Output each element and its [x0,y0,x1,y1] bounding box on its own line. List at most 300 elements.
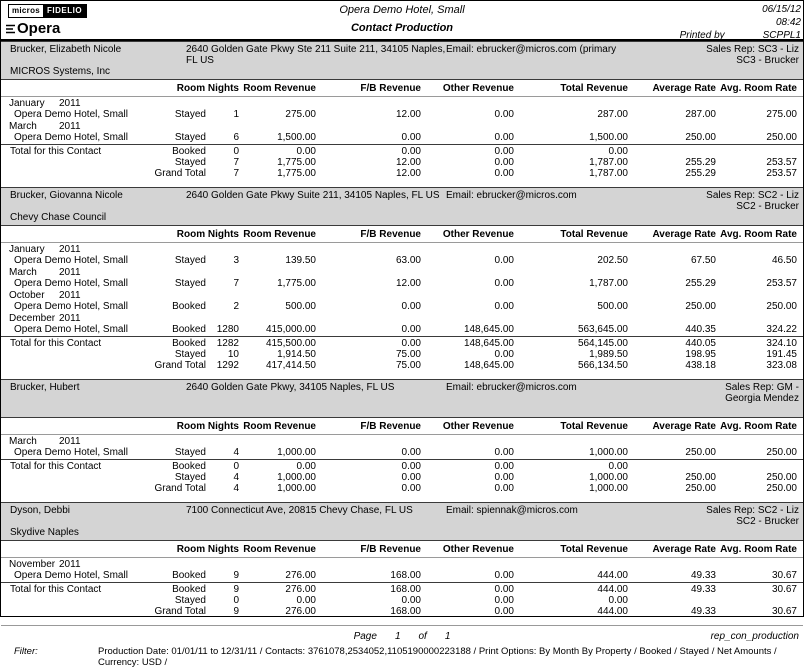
avg-room-rate-value: 250.00 [766,472,797,483]
printed-by-row [680,29,801,42]
total-revenue-value: 0.00 [608,461,628,472]
room-revenue-value: 1,000.00 [277,472,316,483]
avg-room-rate-value: 323.08 [766,360,797,371]
total-row-label: Total for this Contact [10,461,102,472]
avg-room-rate-value: 253.57 [766,278,797,289]
totals-status-label: Stayed [174,472,206,483]
avg-room-rate-value: 324.10 [766,338,797,349]
column-header-fb-revenue: F/B Revenue [360,229,421,240]
column-header-row [1,418,803,435]
column-header-other-revenue: Other Revenue [442,83,514,94]
total-revenue-value: 444.00 [597,606,628,617]
room-revenue-value: 276.00 [285,570,316,581]
status-label: Stayed [174,278,206,289]
fb-revenue-value: 0.00 [401,146,421,157]
month-row [1,435,803,447]
total-row-label: Total for this Contact [10,338,102,349]
report-body [1,41,803,625]
column-header-fb-revenue: F/B Revenue [360,421,421,432]
month-row [1,120,803,132]
filter-label: Filter: [14,646,38,657]
avg-room-rate-value [716,146,801,157]
month-row [1,97,803,109]
totals-status-label: Grand Total [154,360,206,371]
status-label: Stayed [174,132,206,143]
fb-revenue-value: 0.00 [401,324,421,335]
contact-section [1,41,803,182]
contact-company: Skydive Naples [10,527,79,538]
room-nights-value: 4 [233,472,239,483]
column-header-row [1,541,803,558]
contact-sales-rep: Sales Rep: SC2 - Liz SC2 - Brucker [706,505,799,527]
other-revenue-value: 148,645.00 [463,338,514,349]
year-label: 2011 [59,313,81,324]
fb-revenue-value: 0.00 [401,595,421,606]
average-rate-value: 440.05 [685,338,716,349]
opera-swoosh-icon [6,23,16,35]
total-row-label [1,472,148,483]
total-revenue-value: 1,787.00 [589,157,628,168]
year-label: 2011 [59,98,81,109]
total-revenue-value: 0.00 [608,146,628,157]
avg-room-rate-value: 191.45 [766,349,797,360]
contact-company: Chevy Chase Council [10,212,107,223]
room-nights-value: 0 [233,595,239,606]
contact-header-band [1,41,803,80]
total-revenue-value: 1,000.00 [589,447,628,458]
contact-company: MICROS Systems, Inc [10,66,111,77]
total-row-label [1,483,148,494]
column-header-avg-room-rate: Avg. Room Rate [720,83,797,94]
column-header-spacer [1,421,148,432]
property-row [1,324,803,335]
room-revenue-value: 1,775.00 [277,157,316,168]
contact-header-row [1,503,803,527]
fb-revenue-value: 0.00 [401,132,421,143]
average-rate-value: 67.50 [690,255,716,266]
other-revenue-value: 0.00 [494,349,514,360]
page-number: 1 [394,631,401,642]
contact-address: 7100 Connecticut Ave, 20815 Chevy Chase, FL US [186,505,413,516]
status-label: Stayed [174,255,206,266]
month-label: January [9,98,45,109]
other-revenue-value: 0.00 [494,461,514,472]
totals-row [1,157,803,168]
column-header-average-rate: Average Rate [652,83,716,94]
contact-header-row [1,188,803,212]
fb-revenue-value: 12.00 [395,168,421,179]
other-revenue-value: 0.00 [494,146,514,157]
total-row-label [1,168,148,179]
average-rate-value: 250.00 [685,301,716,312]
totals-status-label: Stayed [174,595,206,606]
status-label: Stayed [174,109,206,120]
fb-revenue-value: 12.00 [395,278,421,289]
opera-logo [6,20,60,37]
column-header-average-rate: Average Rate [652,229,716,240]
totals-row [1,146,803,157]
column-header-other-revenue: Other Revenue [442,544,514,555]
report-footer [1,625,803,670]
contact-email: Email: ebrucker@micros.com [446,382,577,393]
month-row [1,289,803,301]
month-label: October [9,290,45,301]
fb-revenue-value: 0.00 [401,483,421,494]
average-rate-value: 198.95 [685,349,716,360]
total-row-label [1,606,148,617]
other-revenue-value: 0.00 [494,483,514,494]
contact-name: Brucker, Giovanna Nicole [10,190,123,201]
property-name: Opera Demo Hotel, Small [14,301,128,312]
month-row [1,558,803,570]
report-title-block [161,4,643,34]
fb-revenue-value: 0.00 [401,472,421,483]
room-nights-value: 6 [233,132,239,143]
property-row [1,301,803,312]
average-rate-value: 49.33 [690,570,716,581]
column-header-spacer [1,83,148,94]
footer-filter-line [1,643,803,668]
other-revenue-value: 0.00 [494,255,514,266]
avg-room-rate-value [716,595,801,606]
year-label: 2011 [59,267,81,278]
totals-status-label: Stayed [174,157,206,168]
column-header-room-revenue: Room Revenue [243,229,316,240]
totals-status-label: Stayed [174,349,206,360]
room-nights-value: 9 [233,584,239,595]
total-row-label [1,595,148,606]
property-row [1,570,803,581]
total-revenue-value: 0.00 [608,595,628,606]
room-revenue-value: 0.00 [296,146,316,157]
month-row [1,266,803,278]
column-header-total-revenue: Total Revenue [560,229,628,240]
property-name: Opera Demo Hotel, Small [14,278,128,289]
totals-status-label: Booked [172,461,206,472]
status-label: Booked [172,570,206,581]
total-revenue-value: 1,000.00 [589,472,628,483]
average-rate-value: 250.00 [685,483,716,494]
total-revenue-value: 566,134.50 [577,360,628,371]
other-revenue-value: 0.00 [494,595,514,606]
total-revenue-value: 202.50 [597,255,628,266]
room-nights-value: 7 [233,157,239,168]
month-label: March [9,436,37,447]
contact-sales-rep: Sales Rep: SC3 - Liz SC3 - Brucker [706,44,799,66]
printed-by-value: SCPPL1 [762,30,801,41]
contact-totals [1,583,803,620]
property-name: Opera Demo Hotel, Small [14,447,128,458]
total-revenue-value: 564,145.00 [577,338,628,349]
total-revenue-value: 563,645.00 [577,324,628,335]
totals-status-label: Grand Total [154,168,206,179]
totals-status-label: Grand Total [154,606,206,617]
column-header-room-nights: Room Nights [176,421,239,432]
total-revenue-value: 1,787.00 [589,168,628,179]
fb-revenue-value: 75.00 [395,360,421,371]
column-header-room-nights: Room Nights [176,544,239,555]
report-id: rep_con_production [710,631,799,642]
avg-room-rate-value: 250.00 [766,483,797,494]
average-rate-value: 440.35 [685,324,716,335]
total-row-label [1,157,148,168]
column-header-avg-room-rate: Avg. Room Rate [720,544,797,555]
year-label: 2011 [59,121,81,132]
room-revenue-value: 1,775.00 [277,278,316,289]
average-rate-value: 255.29 [685,278,716,289]
totals-row [1,349,803,360]
report-title: Contact Production [350,22,454,34]
room-revenue-value: 139.50 [285,255,316,266]
other-revenue-value: 0.00 [494,584,514,595]
average-rate-value: 250.00 [685,472,716,483]
room-nights-value: 4 [233,447,239,458]
property-name: Opera Demo Hotel, Small [14,324,128,335]
totals-status-label: Booked [172,338,206,349]
avg-room-rate-value: 324.22 [766,324,797,335]
average-rate-value: 250.00 [685,132,716,143]
total-row-label: Total for this Contact [10,146,102,157]
property-row [1,278,803,289]
other-revenue-value: 0.00 [494,301,514,312]
room-revenue-value: 1,000.00 [277,483,316,494]
filter-text: Production Date: 01/01/11 to 12/31/11 / Contacts: 3761078,2534052,1105190000223188 / Print Options: By Month By Property / Booked / Stayed / Net Amounts / Currency: USD / [98,646,777,668]
total-revenue-value: 1,500.00 [589,132,628,143]
property-name: Opera Demo Hotel, Small [14,132,128,143]
column-header-fb-revenue: F/B Revenue [360,544,421,555]
avg-room-rate-value: 30.67 [771,570,797,581]
avg-room-rate-value: 250.00 [766,447,797,458]
fb-revenue-value: 12.00 [395,157,421,168]
year-label: 2011 [59,244,81,255]
contact-section [1,187,803,374]
status-label: Booked [172,324,206,335]
column-header-fb-revenue: F/B Revenue [360,83,421,94]
month-label: December [9,313,56,324]
print-info [680,3,801,42]
total-revenue-value: 444.00 [597,584,628,595]
total-revenue-value: 1,000.00 [589,483,628,494]
year-label: 2011 [59,436,81,447]
page-of-label: of [418,631,427,642]
room-revenue-value: 1,500.00 [277,132,316,143]
total-row-label [1,349,148,360]
room-nights-value: 9 [233,606,239,617]
average-rate-value: 49.33 [690,606,716,617]
footer-page-line [1,631,803,643]
micros-fidelio-logo [8,4,87,18]
print-time: 08:42 [775,17,801,28]
contact-header-band [1,379,803,418]
contact-section [1,502,803,620]
average-rate-value: 438.18 [685,360,716,371]
avg-room-rate-value: 275.00 [766,109,797,120]
column-header-spacer [1,229,148,240]
column-header-room-revenue: Room Revenue [243,421,316,432]
other-revenue-value: 0.00 [494,109,514,120]
other-revenue-value: 0.00 [494,472,514,483]
totals-row [1,461,803,472]
printed-by-label: Printed by [679,30,725,41]
contact-name: Brucker, Hubert [10,382,80,393]
month-label: March [9,267,37,278]
fb-revenue-value: 168.00 [390,584,421,595]
totals-status-label: Booked [172,584,206,595]
average-rate-value: 255.29 [685,168,716,179]
column-header-spacer [1,544,148,555]
room-revenue-value: 417,414.50 [265,360,316,371]
column-header-room-nights: Room Nights [176,229,239,240]
property-row [1,132,803,143]
column-header-other-revenue: Other Revenue [442,421,514,432]
status-label: Stayed [174,447,206,458]
other-revenue-value: 0.00 [494,570,514,581]
room-revenue-value: 1,914.50 [277,349,316,360]
totals-row [1,595,803,606]
totals-row [1,338,803,349]
fb-revenue-value: 75.00 [395,349,421,360]
month-label: March [9,121,37,132]
total-revenue-value: 1,787.00 [589,278,628,289]
room-nights-value: 7 [233,168,239,179]
other-revenue-value: 0.00 [494,278,514,289]
avg-room-rate-value: 30.67 [771,606,797,617]
totals-row [1,584,803,595]
year-label: 2011 [59,559,81,570]
room-revenue-value: 1,000.00 [277,447,316,458]
room-nights-value: 0 [233,461,239,472]
avg-room-rate-value: 30.67 [771,584,797,595]
contact-address: 2640 Golden Gate Pkwy Suite 211, 34105 Naples, FL US [186,190,440,201]
contact-totals [1,337,803,374]
avg-room-rate-value: 253.57 [766,157,797,168]
column-header-total-revenue: Total Revenue [560,421,628,432]
contact-email: Email: ebrucker@micros.com [446,190,577,201]
fb-revenue-value: 0.00 [401,461,421,472]
other-revenue-value: 0.00 [494,157,514,168]
contact-name: Dyson, Debbi [10,505,71,516]
column-header-room-nights: Room Nights [176,83,239,94]
other-revenue-value: 0.00 [494,132,514,143]
room-revenue-value: 276.00 [285,606,316,617]
totals-status-label: Booked [172,146,206,157]
totals-row [1,472,803,483]
contact-email: Email: ebrucker@micros.com (primary [446,44,617,55]
room-nights-value: 1282 [216,338,239,349]
room-revenue-value: 500.00 [285,301,316,312]
average-rate-value: 287.00 [685,109,716,120]
fb-revenue-value: 12.00 [395,109,421,120]
property-name: Opera Demo Hotel, Small [14,255,128,266]
page-total: 1 [444,631,451,642]
avg-room-rate-value: 46.50 [771,255,797,266]
month-label: January [9,244,45,255]
contact-totals [1,460,803,497]
fidelio-logo-text: FIDELIO [43,5,86,17]
total-row-label: Total for this Contact [10,584,102,595]
column-header-room-revenue: Room Revenue [243,83,316,94]
column-header-average-rate: Average Rate [652,544,716,555]
total-revenue-value: 287.00 [597,109,628,120]
room-nights-value: 0 [233,146,239,157]
contact-sales-rep: Sales Rep: SC2 - Liz SC2 - Brucker [706,190,799,212]
month-row [1,312,803,324]
column-header-avg-room-rate: Avg. Room Rate [720,421,797,432]
totals-status-label: Grand Total [154,483,206,494]
column-header-total-revenue: Total Revenue [560,83,628,94]
contact-company [1,404,803,417]
contact-email: Email: spiennak@micros.com [446,505,578,516]
room-nights-value: 1292 [216,360,239,371]
other-revenue-value: 148,645.00 [463,324,514,335]
other-revenue-value: 0.00 [494,606,514,617]
column-header-average-rate: Average Rate [652,421,716,432]
property-row [1,255,803,266]
average-rate-value [628,595,716,606]
room-nights-value: 10 [227,349,239,360]
other-revenue-value: 0.00 [494,168,514,179]
contact-section [1,379,803,497]
average-rate-value: 255.29 [685,157,716,168]
contact-header-row [1,380,803,404]
room-revenue-value: 415,500.00 [265,338,316,349]
fb-revenue-value: 168.00 [390,570,421,581]
month-row [1,243,803,255]
month-label: November [9,559,56,570]
room-nights-value: 4 [233,483,239,494]
property-name: Opera Demo Hotel, Small [14,570,128,581]
contact-totals [1,145,803,182]
avg-room-rate-value: 253.57 [766,168,797,179]
print-date: 06/15/12 [762,4,801,15]
hotel-name: Opera Demo Hotel, Small [339,4,465,16]
fb-revenue-value: 0.00 [401,301,421,312]
micros-logo-text: micros [9,5,43,17]
other-revenue-value: 0.00 [494,447,514,458]
property-row [1,109,803,120]
room-revenue-value: 275.00 [285,109,316,120]
total-revenue-value: 444.00 [597,570,628,581]
room-revenue-value: 415,000.00 [265,324,316,335]
fb-revenue-value: 0.00 [401,447,421,458]
room-nights-value: 9 [233,570,239,581]
average-rate-value: 49.33 [690,584,716,595]
column-header-avg-room-rate: Avg. Room Rate [720,229,797,240]
room-nights-value: 7 [233,278,239,289]
total-revenue-value: 1,989.50 [589,349,628,360]
total-revenue-value: 500.00 [597,301,628,312]
total-row-label [1,360,148,371]
average-rate-value [628,461,716,472]
avg-room-rate-value: 250.00 [766,301,797,312]
column-header-room-revenue: Room Revenue [243,544,316,555]
contact-header-row [1,42,803,66]
column-header-other-revenue: Other Revenue [442,229,514,240]
status-label: Booked [172,301,206,312]
contact-name: Brucker, Elizabeth Nicole [10,44,122,55]
totals-row [1,360,803,371]
totals-row [1,606,803,617]
column-header-row [1,80,803,97]
avg-room-rate-value: 250.00 [766,132,797,143]
room-revenue-value: 276.00 [285,584,316,595]
contact-address: 2640 Golden Gate Pkwy, 34105 Naples, FL US [186,382,395,393]
room-nights-value: 1 [233,109,239,120]
room-revenue-value: 0.00 [296,461,316,472]
fb-revenue-value: 168.00 [390,606,421,617]
fb-revenue-value: 63.00 [395,255,421,266]
contact-address: 2640 Golden Gate Pkwy Ste 211 Suite 211, 34105 Naples, FL US [186,44,446,66]
